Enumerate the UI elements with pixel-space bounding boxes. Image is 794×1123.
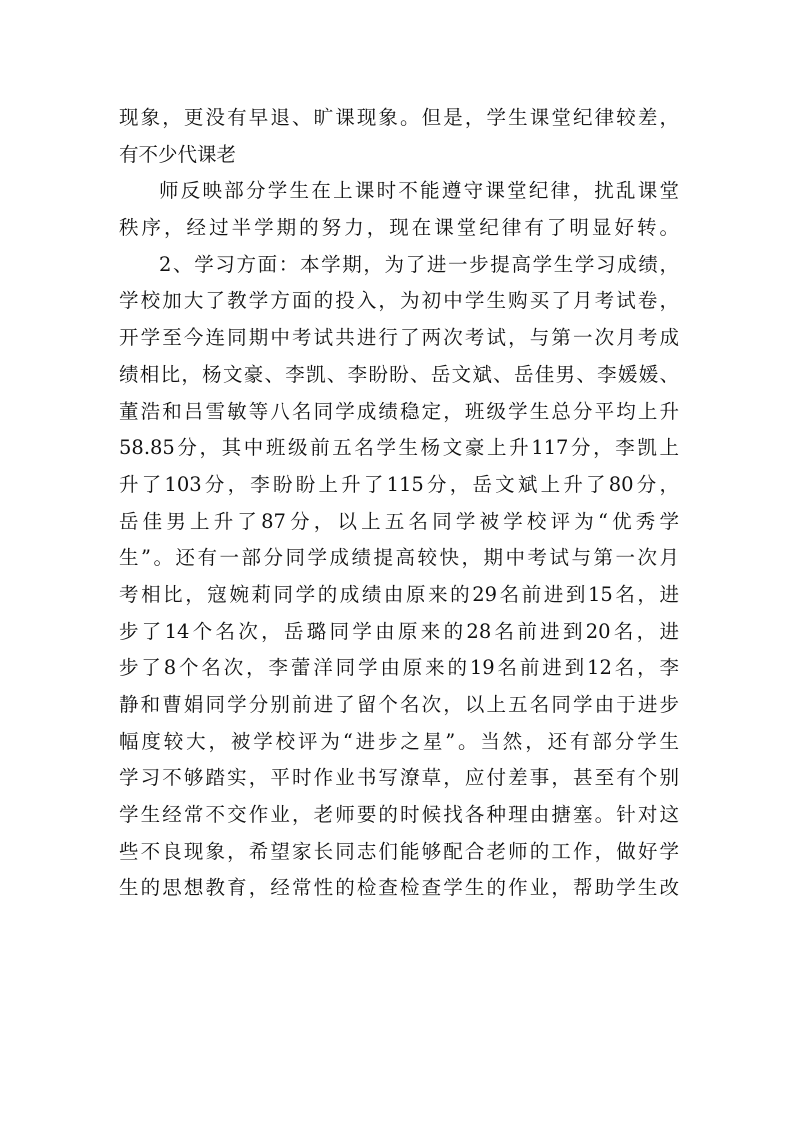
text-line: 学校加大了教学方面的投入，为初中学生购买了月考试卷， [119,289,679,313]
body-text [119,100,679,907]
text-line: 岳佳男上升了87分，以上五名同学被学校评为“优秀学 [119,509,679,533]
text-line: 静和曹娟同学分别前进了留个名次，以上五名同学由于进步 [119,693,679,716]
text-line: 有不少代课老 [119,142,237,166]
text-line: 升了103分，李盼盼上升了115分，岳文斌上升了80分， [119,472,679,496]
text-line: 步了14个名次，岳璐同学由原来的28名前进到20名，进 [119,619,679,643]
text-line: 生的思想教育，经常性的检查检查学生的作业，帮助学生改 [119,876,679,900]
text-line: 些不良现象，希望家长同志们能够配合老师的工作，做好学 [119,839,679,863]
text-line: 幅度较大，被学校评为“进步之星”。当然，还有部分学生 [119,729,679,753]
text-line: 开学至今连同期中考试共进行了两次考试，与第一次月考成 [119,326,679,350]
text-line: 生”。还有一部分同学成绩提高较快，期中考试与第一次月 [119,546,679,570]
text-line: 58.85分，其中班级前五名学生杨文豪上升117分，李凯上 [119,436,679,460]
text-line: 现象，更没有早退、旷课现象。但是，学生课堂纪律较差， [119,106,679,129]
text-line: 师反映部分学生在上课时不能遵守课堂纪律，扰乱课堂 [159,179,679,203]
text-line: 绩相比，杨文豪、李凯、李盼盼、岳文斌、岳佳男、李媛媛、 [119,362,679,386]
text-line: 学生经常不交作业，老师要的时候找各种理由搪塞。针对这 [119,803,679,827]
text-line: 秩序，经过半学期的努力，现在课堂纪律有了明显好转。 [119,216,679,240]
text-line: 董浩和吕雪敏等八名同学成绩稳定，班级学生总分平均上升 [119,399,679,423]
text-line: 考相比，寇婉莉同学的成绩由原来的29名前进到15名，进 [119,582,679,606]
text-line: 2、学习方面：本学期，为了进一步提高学生学习成绩， [159,252,679,276]
text-line: 步了8个名次，李蕾洋同学由原来的19名前进到12名，李 [119,656,679,680]
text-line: 学习不够踏实，平时作业书写潦草，应付差事，甚至有个别 [119,766,679,790]
